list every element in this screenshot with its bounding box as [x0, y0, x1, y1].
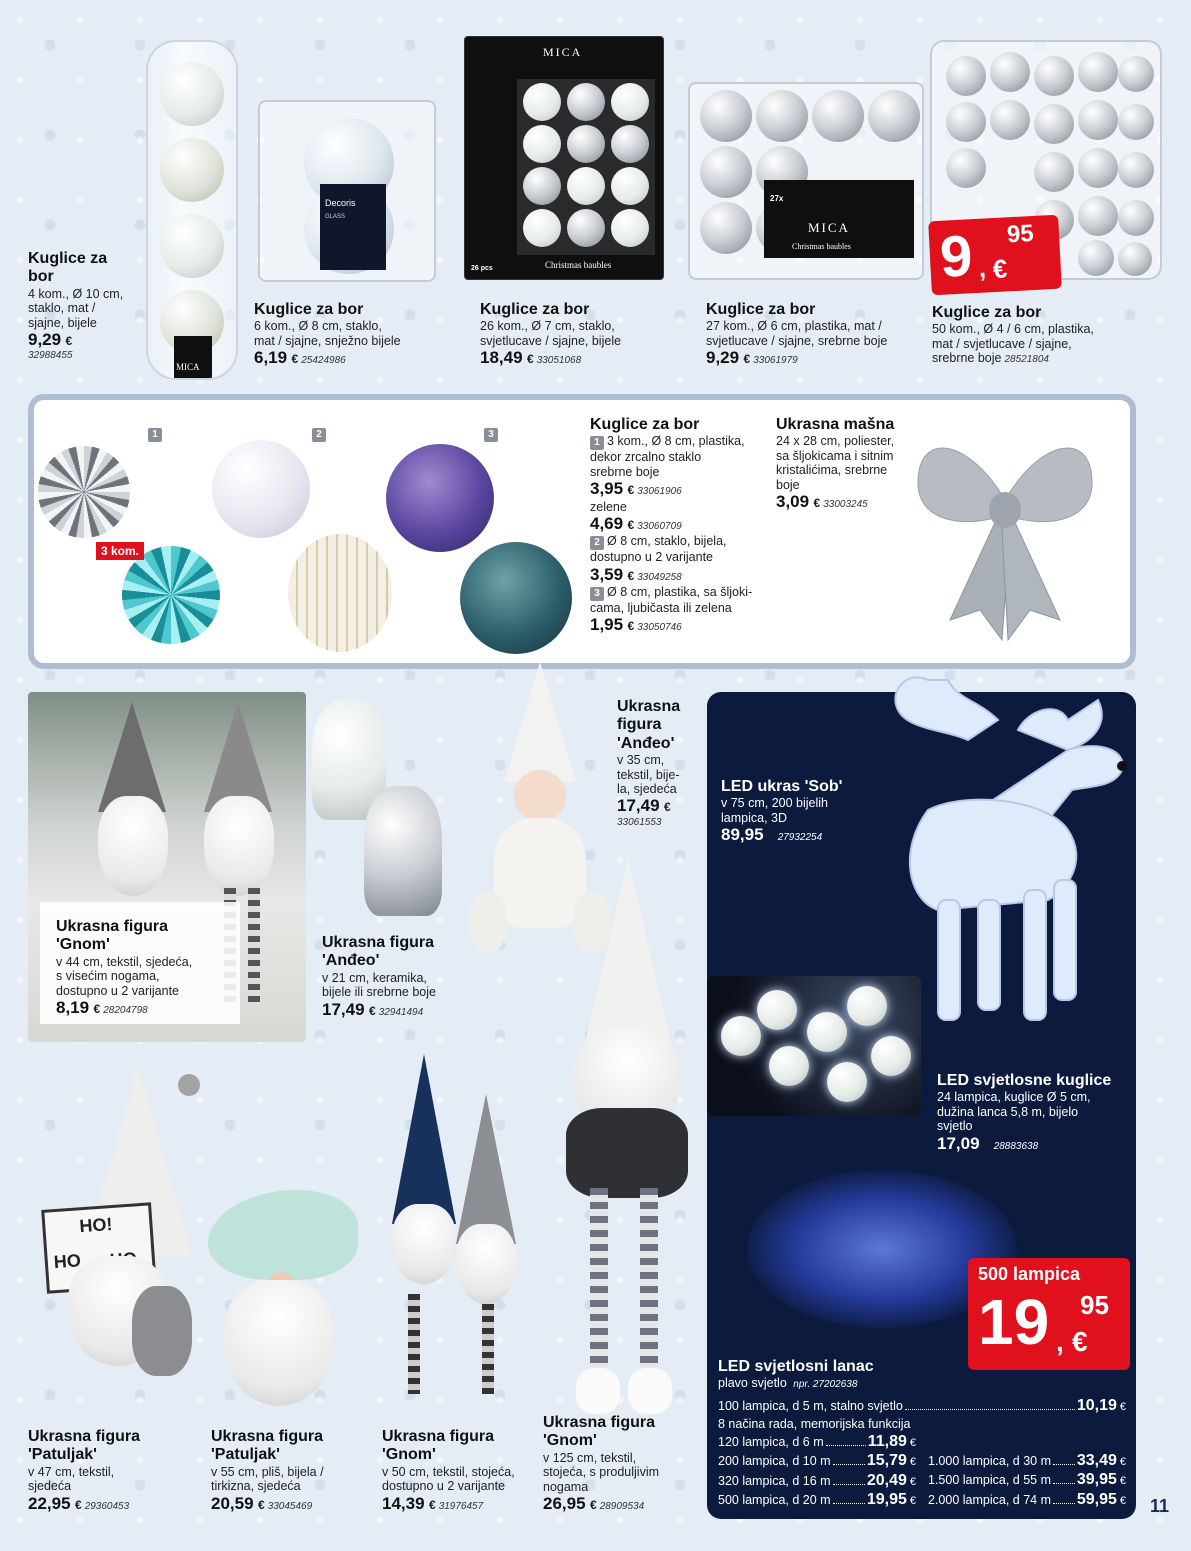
gnom3-info: [543, 1414, 705, 1514]
product-desc-line: staklo, mat /: [28, 301, 96, 316]
price-row: [928, 1451, 1126, 1470]
price-row: [718, 1451, 916, 1470]
product-name: Ukrasna figura: [543, 1414, 656, 1431]
product-desc-line: srebrne boje: [590, 464, 660, 479]
photo-silver-bow: [910, 420, 1100, 650]
currency: €: [65, 333, 73, 348]
currency: €: [258, 1497, 265, 1512]
product-desc-line: 4 kom., Ø 10 cm,: [28, 286, 124, 301]
product-info-4: [706, 301, 926, 369]
product-name: Ukrasna: [617, 698, 681, 715]
product-desc-line: dužina lanca 5,8 m, bijelo: [937, 1104, 1079, 1119]
product-price: 17,49: [322, 999, 365, 1019]
product-code: 32988455: [28, 350, 73, 362]
currency: €: [813, 495, 821, 510]
product-code: 25424986: [301, 355, 346, 367]
price-row: [718, 1432, 916, 1451]
row-currency: €: [1119, 1494, 1126, 1507]
product-price: 22,95: [28, 1493, 71, 1513]
product-desc-line: v 21 cm, keramika,: [322, 970, 427, 985]
product-name: Ukrasna figura: [322, 934, 435, 951]
photo-mint-gnome: [194, 1160, 364, 1410]
product-desc-line: la, sjedeća: [617, 781, 677, 796]
product-desc-line: v 35 cm,: [617, 753, 665, 768]
product-code: 33050746: [637, 622, 682, 634]
gnom1-info: [40, 902, 240, 1024]
product-desc-line: zelene: [590, 499, 627, 514]
product-desc-line: v 125 cm, tekstil,: [543, 1450, 637, 1465]
product-price: 26,95: [543, 1493, 586, 1513]
product-code: npr. 27202638: [793, 1379, 858, 1391]
patuljak2-info: [211, 1428, 381, 1514]
product-desc-line: cama, ljubičasta ili zelena: [590, 601, 732, 616]
label-2: 2: [312, 428, 326, 442]
product-name: 'Patuljak': [211, 1446, 280, 1464]
row-price: 15,79: [866, 1452, 907, 1470]
price-flag-led-chain: [968, 1258, 1130, 1370]
variant-1-badge: 1: [590, 436, 604, 450]
product-name: Ukrasna figura: [28, 1428, 141, 1445]
product-price: 89,95: [721, 825, 764, 845]
product-desc-line: sa šljokicama i sitnim: [776, 448, 894, 463]
product-desc-line: Ø 8 cm, plastika, sa šljoki-: [607, 585, 753, 600]
mica-label-27: [764, 180, 914, 258]
row-label: 320 lampica, d 16 m: [718, 1473, 831, 1488]
row-label: 200 lampica, d 10 m: [718, 1454, 831, 1469]
price-flag-int: 9: [938, 223, 974, 290]
price-flag-top: [928, 215, 1062, 296]
product-desc-line: svjetlucave / sjajne, bijele: [480, 333, 622, 348]
variant-2-badge: 2: [590, 536, 604, 550]
row-price: 20,49: [866, 1471, 907, 1489]
product-name: 'Anđeo': [322, 952, 380, 970]
product-code: 28909534: [599, 1500, 645, 1512]
currency: €: [527, 352, 534, 367]
product-photo-silver-27: [688, 82, 924, 280]
row-price: 11,89: [867, 1433, 907, 1451]
product-name: 'Gnom': [382, 1446, 436, 1464]
product-desc-line: mat / svjetlucave / sjajne,: [932, 336, 1072, 351]
currency: €: [75, 1497, 82, 1512]
product-desc-line: kristalićima, srebrne: [776, 463, 888, 478]
product-name: Ukrasna figura: [211, 1428, 324, 1445]
product-desc-line: v 50 cm, tekstil, stojeća,: [382, 1464, 515, 1479]
row-label: 500 lampica, d 20 m: [718, 1492, 831, 1507]
currency: €: [627, 568, 635, 583]
product-desc-line: dostupno u 2 varijante: [590, 550, 714, 565]
product-name: Ukrasna figura: [56, 918, 169, 935]
price-flag-euro: €: [1072, 1326, 1088, 1357]
price-row: [928, 1490, 1126, 1509]
currency: €: [984, 1137, 991, 1152]
pcs27-label: 27x: [770, 194, 784, 203]
decoris-label: [320, 184, 386, 270]
variant-3-badge: 3: [590, 587, 604, 601]
product-desc-line: v 75 cm, 200 bijelih: [721, 796, 829, 811]
page-number: 11: [1149, 1496, 1169, 1516]
product-name: Kuglice za bor: [480, 301, 590, 318]
currency: €: [590, 1497, 597, 1512]
currency: €: [743, 352, 751, 367]
christmas-baubles-label: Christmas baubles: [545, 260, 612, 270]
product-name: 'Patuljak': [28, 1446, 97, 1464]
product-desc-line: bijele ili srebrne boje: [322, 985, 436, 1000]
product-price: 17,09: [937, 1133, 980, 1153]
row-currency: €: [909, 1456, 916, 1469]
decoris-logo: Decoris: [325, 198, 356, 208]
christmas-baubles-label-27: Christmas baubles: [792, 242, 851, 251]
product-desc-line: 26 kom., Ø 7 cm, staklo,: [480, 319, 615, 334]
product-desc-line: svjetlo: [937, 1119, 973, 1134]
mica-label-box: [174, 336, 212, 380]
product-desc-line: dostupno u 2 varijante: [56, 983, 180, 998]
row-currency: €: [909, 1475, 916, 1488]
row-currency: €: [909, 1494, 916, 1507]
product-price: 20,59: [211, 1493, 254, 1513]
hoho-sign-line-1: HO!: [78, 1214, 114, 1237]
photo-led-reindeer: [868, 660, 1144, 1040]
product-code: 32941494: [378, 1006, 424, 1018]
modes-line: 8 načina rada, memorijska funkcija: [718, 1417, 911, 1432]
led-lanac-info: [718, 1358, 958, 1391]
product-desc-line: v 47 cm, tekstil,: [28, 1464, 115, 1479]
row-price: 59,95: [1076, 1490, 1117, 1508]
row-label: 2.000 lampica, d 74 m: [928, 1492, 1051, 1507]
row-currency: €: [909, 1437, 916, 1450]
photo-pearl-ball: [212, 440, 310, 538]
product-name: Kuglice za bor: [932, 304, 1042, 321]
row-label: 120 lampica, d 6 m: [718, 1435, 824, 1450]
currency: €: [429, 1497, 436, 1512]
product-name: Kuglice za bor: [254, 301, 364, 318]
product-desc-line: boje: [776, 477, 800, 492]
product-name: Kuglice za bor: [706, 301, 816, 318]
price-flag-int: 19: [978, 1286, 1050, 1358]
product-code: 33061553: [617, 816, 662, 828]
tag-3kom: 3 kom.: [96, 542, 144, 560]
product-code: 27932254: [777, 832, 823, 844]
photo-mirror-ball-teal: [122, 546, 220, 644]
product-desc-line: Ø 8 cm, staklo, bijela,: [607, 534, 727, 549]
currency: €: [627, 619, 635, 634]
product-name: 'Anđeo': [617, 734, 675, 752]
product-code: 33045469: [267, 1500, 313, 1512]
product-info-1: [28, 250, 148, 362]
product-code: 33061906: [637, 486, 682, 498]
product-price: 9,29: [706, 348, 740, 368]
price-flag-sep: ,: [1056, 1326, 1064, 1357]
product-name: 'Gnom': [543, 1432, 597, 1450]
kuglice-info: [590, 416, 790, 636]
patuljak1-info: [28, 1428, 198, 1514]
gnom2-info: [382, 1428, 547, 1514]
product-desc-line: tirkizna, sjedeća: [211, 1479, 301, 1494]
hoho-sign-line-2: HO: [53, 1250, 82, 1273]
product-desc-line: plavo svjetlo: [718, 1376, 787, 1391]
product-price: 17,49: [617, 796, 660, 816]
mica-logo-27: MICA: [808, 220, 850, 235]
row-currency: €: [1119, 1401, 1126, 1413]
price-flag-sep: ,: [977, 252, 987, 283]
product-code: 28883638: [993, 1140, 1039, 1152]
product-price: 6,19: [254, 348, 288, 368]
product-photo-mica-26: [464, 36, 664, 280]
currency: €: [627, 483, 635, 498]
product-desc-line: stojeća, s produljivim: [543, 1465, 660, 1480]
row-label: 100 lampica, d 5 m, stalno svjetlo: [718, 1399, 903, 1413]
product-desc-line: nogama: [543, 1479, 589, 1494]
row-price: 19,95: [866, 1490, 907, 1508]
product-desc-line: 24 lampica, kuglice Ø 5 cm,: [937, 1090, 1091, 1105]
product-name: LED svjetlosni lanac: [718, 1358, 874, 1375]
product-info-2: [254, 301, 464, 369]
product-desc-line: sjedeća: [28, 1479, 72, 1494]
product-desc-line: s visećim nogama,: [56, 969, 160, 984]
product-price: 4,69: [590, 513, 624, 533]
product-name: figura: [617, 716, 662, 734]
product-desc-line: svjetlucave / sjajne, srebrne boje: [706, 333, 888, 348]
photo-purple-glitter-ball: [386, 444, 494, 552]
product-code: 33060709: [637, 520, 682, 532]
masna-info: [776, 416, 926, 512]
product-price: 3,59: [590, 564, 624, 584]
product-desc-line: tekstil, bije-: [617, 767, 680, 782]
currency: €: [93, 1001, 101, 1016]
product-price: 18,49: [480, 348, 523, 368]
photo-striped-ball: [288, 534, 392, 652]
product-desc-line: dostupno u 2 varijante: [382, 1479, 506, 1494]
led-price-table: [718, 1396, 1126, 1509]
ornaments-panel: [28, 394, 1136, 669]
product-name: Kuglice za bor: [28, 250, 108, 286]
label-3: 3: [484, 428, 498, 442]
currency: €: [768, 829, 775, 844]
product-code: 28204798: [103, 1004, 148, 1016]
photo-mirror-ball-silver: [38, 446, 130, 538]
product-photo-tube-baubles: [146, 40, 238, 380]
currency: €: [664, 800, 671, 815]
product-name: 'Gnom': [56, 936, 110, 954]
product-desc-line: 6 kom., Ø 8 cm, staklo,: [254, 319, 382, 334]
price-flag-dec: 95: [1080, 1290, 1109, 1320]
row-price: 33,49: [1076, 1452, 1117, 1470]
price-flag-euro: €: [991, 253, 1008, 285]
photo-ceramic-angel-silver: [364, 786, 442, 916]
product-name: Ukrasna figura: [382, 1428, 495, 1445]
product-desc-line: lampica, 3D: [721, 810, 787, 825]
product-desc-line: 3 kom., Ø 8 cm, plastika,: [607, 434, 745, 449]
product-code: 31976457: [438, 1500, 484, 1512]
price-row: [718, 1471, 916, 1490]
photo-two-gnomes: [372, 1054, 532, 1414]
mica-logo-small: MICA: [176, 362, 200, 372]
product-price: 3,09: [776, 491, 810, 511]
product-price: 8,19: [56, 997, 90, 1017]
price-row: [928, 1470, 1126, 1489]
product-desc-line: sjajne, bijele: [28, 315, 97, 330]
row-price: 10,19: [1076, 1397, 1117, 1414]
product-name: LED svjetlosne kuglice: [937, 1072, 1112, 1089]
mica-logo: MICA: [543, 45, 583, 59]
product-desc-line: 50 kom., Ø 4 / 6 cm, plastika,: [932, 322, 1094, 337]
product-code: 28521804: [1004, 354, 1049, 366]
product-desc-line: 27 kom., Ø 6 cm, plastika, mat /: [706, 319, 882, 334]
glass-label: GLASS: [325, 214, 346, 220]
product-code: 33061979: [753, 355, 798, 367]
product-info-3: [480, 301, 690, 369]
product-info-5: [932, 304, 1152, 366]
product-desc-line: mat / sjajne, snježno bijele: [254, 333, 401, 348]
product-name: LED ukras 'Sob': [721, 778, 843, 795]
product-desc-line: srebrne boje: [932, 351, 1002, 366]
product-desc-line: v 44 cm, tekstil, sjedeća,: [56, 954, 193, 969]
price-flag-dec: 95: [1006, 219, 1035, 249]
product-price: 3,95: [590, 479, 624, 499]
led-kuglice-info: [937, 1072, 1127, 1154]
label-1: 1: [148, 428, 162, 442]
product-desc-line: dekor zrcalno staklo: [590, 450, 702, 465]
product-desc-line: v 55 cm, pliš, bijela /: [211, 1464, 324, 1479]
row-label: 1.500 lampica, d 55 m: [928, 1473, 1051, 1488]
product-price: 9,29: [28, 329, 62, 349]
product-photo-glass-box: [258, 100, 436, 282]
product-name: Ukrasna mašna: [776, 416, 895, 433]
currency: €: [627, 517, 635, 532]
photo-hoho-gnome: [28, 1066, 208, 1396]
photo-big-standing-gnome: [530, 858, 710, 1418]
row-price: 39,95: [1076, 1471, 1117, 1489]
flag-label: 500 lampica: [978, 1264, 1081, 1284]
row-label: 1.000 lampica, d 30 m: [928, 1454, 1051, 1469]
row-currency: €: [1119, 1456, 1126, 1469]
price-row: [718, 1396, 1126, 1415]
photo-green-glitter-ball: [460, 542, 572, 654]
product-price: 14,39: [382, 1493, 425, 1513]
product-code: 33049258: [637, 571, 682, 583]
product-code: 33003245: [823, 498, 868, 510]
product-price: 1,95: [590, 615, 624, 635]
pcs-label: 26 pcs: [471, 265, 493, 272]
product-code: 29360453: [84, 1500, 130, 1512]
price-row: [718, 1490, 916, 1509]
product-name: Kuglice za bor: [590, 416, 700, 433]
product-code: 33051068: [536, 355, 582, 367]
currency: €: [291, 352, 299, 367]
row-currency: €: [1119, 1475, 1126, 1488]
andeo2-info: [617, 698, 707, 828]
currency: €: [369, 1003, 376, 1018]
product-desc-line: 24 x 28 cm, poliester,: [776, 434, 895, 449]
